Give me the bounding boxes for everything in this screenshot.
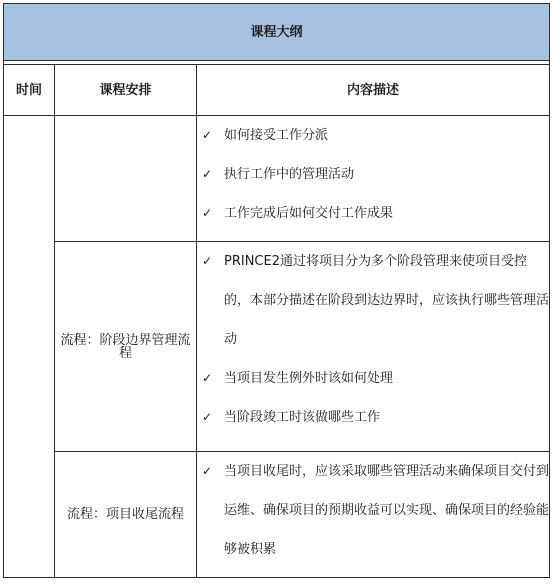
table-row <box>4 116 550 242</box>
item-text: 当项目发生例外时该如何处理 <box>224 371 394 386</box>
header-time: 时间 <box>4 65 55 116</box>
item-text: 如何接受工作分派 <box>224 128 329 143</box>
header-description: 内容描述 <box>197 65 550 116</box>
description-cell <box>197 452 550 578</box>
list-item <box>197 155 549 194</box>
table-row <box>4 452 550 578</box>
item-text: 当项目收尾时，应该采取哪些管理活动来确保项目交付到运维、确保项目的预期收益可以实现、确保项目的经验能够被积累 <box>224 464 550 557</box>
arrangement-cell <box>55 116 197 242</box>
title-row <box>4 4 550 61</box>
check-mark-icon: ✓ <box>202 167 213 181</box>
course-outline-table <box>3 3 550 578</box>
item-list <box>197 116 549 233</box>
item-list <box>197 242 549 437</box>
item-text: PRINCE2通过将项目分为多个阶段管理来使项目受控的，本部分描述在阶段到达边界时，应该执行哪些管理活动 <box>224 254 550 347</box>
table-row <box>4 242 550 452</box>
list-item <box>197 452 549 569</box>
description-cell <box>197 242 550 452</box>
list-item <box>197 398 549 437</box>
check-mark-icon: ✓ <box>202 254 213 268</box>
check-mark-icon: ✓ <box>202 410 213 424</box>
list-item <box>197 359 549 398</box>
check-mark-icon: ✓ <box>202 371 213 385</box>
check-mark-icon: ✓ <box>202 464 213 478</box>
time-cell <box>4 116 55 578</box>
list-item <box>197 242 549 359</box>
check-mark-icon: ✓ <box>202 128 213 142</box>
item-text: 当阶段竣工时该做哪些工作 <box>224 410 381 425</box>
item-text: 工作完成后如何交付工作成果 <box>224 206 394 221</box>
header-arrangement: 课程安排 <box>55 65 197 116</box>
arrangement-cell: 流程：项目收尾流程 <box>55 452 197 578</box>
arrangement-cell: 流程：阶段边界管理流程 <box>55 242 197 452</box>
header-row <box>4 65 550 116</box>
description-cell <box>197 116 550 242</box>
check-mark-icon: ✓ <box>202 206 213 220</box>
table-title: 课程大纲 <box>4 4 550 61</box>
list-item <box>197 194 549 233</box>
item-text: 执行工作中的管理活动 <box>224 167 355 182</box>
item-list <box>197 452 549 569</box>
list-item <box>197 116 549 155</box>
